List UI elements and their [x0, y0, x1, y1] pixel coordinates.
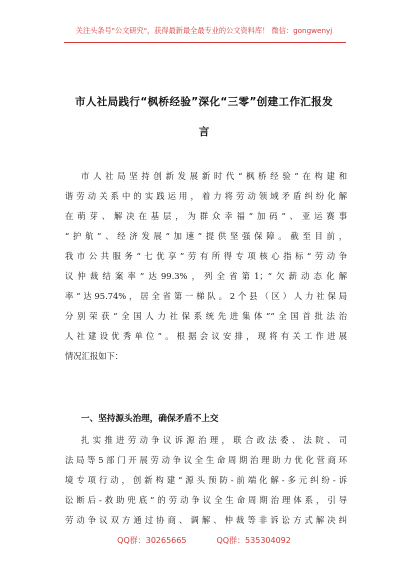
- paragraph-line: 情况汇报如下：: [65, 351, 124, 361]
- footer-qq-group-2: QQ群：535304092: [216, 536, 291, 545]
- paragraph-line: 在萌芽、解决在基层，为群众幸福“加码”、亚运赛事: [65, 211, 347, 221]
- paragraph-line: 境专项行动，创新构建“源头预防-前端化解-多元纠纷-诉: [65, 475, 347, 485]
- section-heading-1: 一、坚持源头治理，确保矛盾不上交: [81, 414, 219, 424]
- header-divider: [64, 42, 346, 43]
- paragraph-line: 我市公共服务“七优享”劳有所得专项核心指标“劳动争: [65, 251, 347, 261]
- paragraph-line: 劳动争议双方通过协商、调解、仲裁等非诉讼方式解决纠: [65, 515, 347, 525]
- paragraph-line: 讼断后-救助兜底”的劳动争议全生命周期治理体系，引导: [65, 495, 347, 505]
- paragraph-line: 谐劳动关系中的实践运用，着力将劳动领域矛盾纠纷化解: [65, 191, 347, 201]
- paragraph-line: 率”达95.74%，居全省第一梯队。2个县（区）人力社保局: [65, 291, 347, 301]
- document-title-line-1: 市人社局践行“枫桥经验”深化“三零”创建工作汇报发: [74, 96, 334, 108]
- paragraph-section-1: [65, 430, 347, 530]
- paragraph-line: 分别荣获“全国人力社保系统先进集体”“全国首批法治: [65, 311, 347, 321]
- paragraph-line: 人社建设优秀单位”。根据会议安排，现将有关工作进展: [65, 331, 347, 341]
- paragraph-line: 扎实推进劳动争议诉源治理，联合政法委、法院、司: [81, 435, 347, 445]
- paragraph-line: 议仲裁结案率”达99.3%，列全省第1；“欠薪动态化解: [65, 271, 347, 281]
- footer-contacts: [0, 535, 408, 546]
- footer-qq-group-1: QQ群：30265665: [117, 536, 187, 545]
- paragraph-line: 市人社局坚持创新发展新时代“枫桥经验”在构建和: [81, 171, 347, 181]
- paragraph-line: 法局等5部门开展劳动争议全生命周期治理助力优化营商环: [65, 455, 347, 465]
- paragraph-intro: [65, 166, 347, 366]
- header-banner: 关注头条号"公文研究"，获得最新最全最专业的公文资料库！ 微信：gongwenyj: [75, 26, 333, 35]
- document-title-line-2: 言: [198, 126, 210, 138]
- paragraph-line: “护航”、经济发展“加速”提供坚强保障。截至目前，: [65, 231, 347, 241]
